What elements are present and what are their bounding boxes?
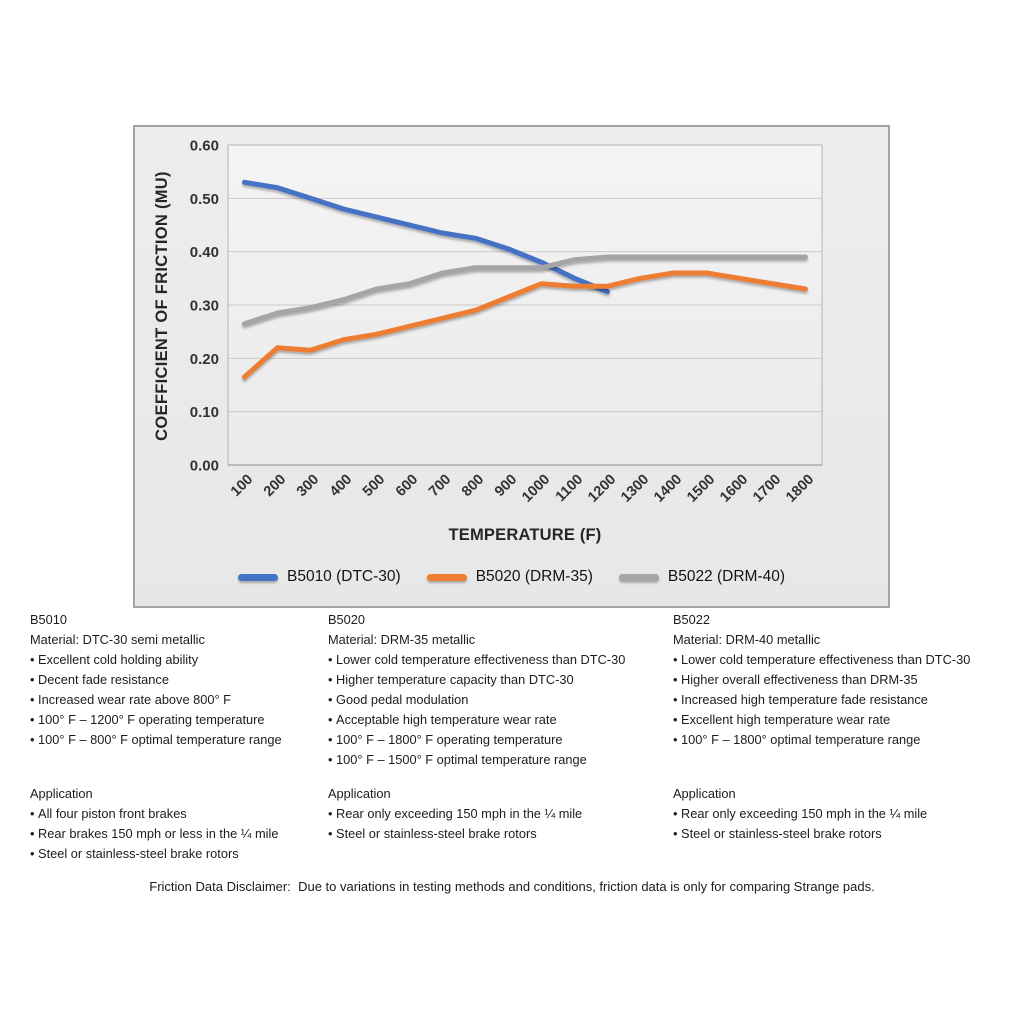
friction-chart xyxy=(133,125,890,608)
material-line: Material: DRM-35 metallic xyxy=(328,632,476,647)
x-tick-label: 700 xyxy=(425,471,455,500)
chart-legend xyxy=(135,563,888,591)
material-line: Material: DRM-40 metallic xyxy=(673,632,821,647)
application-item: • Steel or stainless-steel brake rotors xyxy=(673,824,927,844)
application-item: • Steel or stainless-steel brake rotors xyxy=(30,844,278,864)
feature-item: • Acceptable high temperature wear rate xyxy=(328,710,670,730)
x-tick-label: 500 xyxy=(359,471,389,500)
legend-item xyxy=(427,568,593,586)
spec-column-b5022 xyxy=(673,610,1021,841)
application-title: Application xyxy=(328,786,391,801)
feature-item: • Good pedal modulation xyxy=(328,690,670,710)
feature-item: • Higher temperature capacity than DTC-30 xyxy=(328,670,670,690)
y-tick-label: 0.00 xyxy=(189,457,219,475)
application-item: • All four piston front brakes xyxy=(30,804,278,824)
legend-swatch-icon xyxy=(238,574,278,581)
feature-item: • Excellent cold holding ability xyxy=(30,650,330,670)
application-item: • Rear brakes 150 mph or less in the ¼ mile xyxy=(30,824,278,844)
legend-label: B5022 (DRM-40) xyxy=(667,568,786,585)
x-axis-title: TEMPERATURE (F) xyxy=(448,526,602,544)
application-item: • Rear only exceeding 150 mph in the ¼ mile xyxy=(328,804,582,824)
feature-item: • 100° F – 1800° F operating temperature xyxy=(328,730,670,750)
application-item: • Rear only exceeding 150 mph in the ¼ mile xyxy=(673,804,927,824)
feature-item: • Excellent high temperature wear rate xyxy=(673,710,1021,730)
legend-item xyxy=(238,568,401,586)
x-tick-label: 900 xyxy=(491,471,521,500)
x-tick-label: 200 xyxy=(260,471,290,500)
spec-column-b5020 xyxy=(328,610,670,841)
model-name: B5010 xyxy=(30,612,68,627)
feature-item: • Increased wear rate above 800° F xyxy=(30,690,330,710)
x-tick-label: 300 xyxy=(293,471,323,500)
legend-label: B5020 (DRM-35) xyxy=(475,568,593,585)
feature-item: • 100° F – 800° F optimal temperature range xyxy=(30,730,330,750)
x-tick-label: 1800 xyxy=(783,471,818,506)
y-tick-label: 0.40 xyxy=(189,244,219,262)
feature-item: • 100° F – 1800° optimal temperature range xyxy=(673,730,1021,750)
feature-item: • Lower cold temperature effectiveness than DTC-30 xyxy=(673,650,1021,670)
feature-item: • Lower cold temperature effectiveness than DTC-30 xyxy=(328,650,670,670)
x-tick-label: 100 xyxy=(227,471,257,500)
x-tick-label: 1000 xyxy=(519,471,554,506)
application-list xyxy=(673,804,927,844)
feature-item: • Increased high temperature fade resistance xyxy=(673,690,1021,710)
x-tick-label: 1500 xyxy=(684,471,719,506)
model-name: B5022 xyxy=(673,612,711,627)
y-axis-title: COEFFICIENT OF FRICTION (MU) xyxy=(153,171,171,441)
y-tick-label: 0.30 xyxy=(189,297,219,315)
x-tick-label: 1100 xyxy=(552,471,587,506)
feature-list xyxy=(673,650,1021,750)
feature-item: • Decent fade resistance xyxy=(30,670,330,690)
x-tick-label: 1600 xyxy=(717,471,752,506)
application-title: Application xyxy=(30,786,93,801)
legend-swatch-icon xyxy=(619,574,659,581)
feature-item: • Higher overall effectiveness than DRM-35 xyxy=(673,670,1021,690)
spec-column-b5010 xyxy=(30,610,330,861)
y-tick-label: 0.60 xyxy=(189,137,219,155)
x-tick-label: 800 xyxy=(458,471,488,500)
application-list xyxy=(328,804,582,844)
x-tick-label: 1200 xyxy=(585,471,620,506)
feature-item: • 100° F – 1500° F optimal temperature range xyxy=(328,750,670,770)
x-tick-label: 1400 xyxy=(651,471,686,506)
application-title: Application xyxy=(673,786,736,801)
feature-item: • 100° F – 1200° F operating temperature xyxy=(30,710,330,730)
x-tick-label: 1700 xyxy=(750,471,785,506)
application-item: • Steel or stainless-steel brake rotors xyxy=(328,824,582,844)
x-tick-label: 400 xyxy=(326,471,356,500)
legend-label: B5010 (DTC-30) xyxy=(286,568,401,585)
feature-list xyxy=(30,650,330,750)
x-tick-label: 600 xyxy=(392,471,422,500)
x-tick-label: 1300 xyxy=(618,471,653,506)
feature-list xyxy=(328,650,670,770)
legend-item xyxy=(619,568,785,586)
y-tick-label: 0.20 xyxy=(189,350,219,368)
legend-swatch-icon xyxy=(427,574,467,581)
material-line: Material: DTC-30 semi metallic xyxy=(30,632,205,647)
model-name: B5020 xyxy=(328,612,366,627)
y-tick-label: 0.10 xyxy=(189,404,219,422)
friction-data-disclaimer: Friction Data Disclaimer: Due to variations in testing methods and conditions, friction data is only for comparing Strange pads. xyxy=(149,879,875,894)
y-tick-label: 0.50 xyxy=(189,190,219,208)
application-list xyxy=(30,804,278,864)
